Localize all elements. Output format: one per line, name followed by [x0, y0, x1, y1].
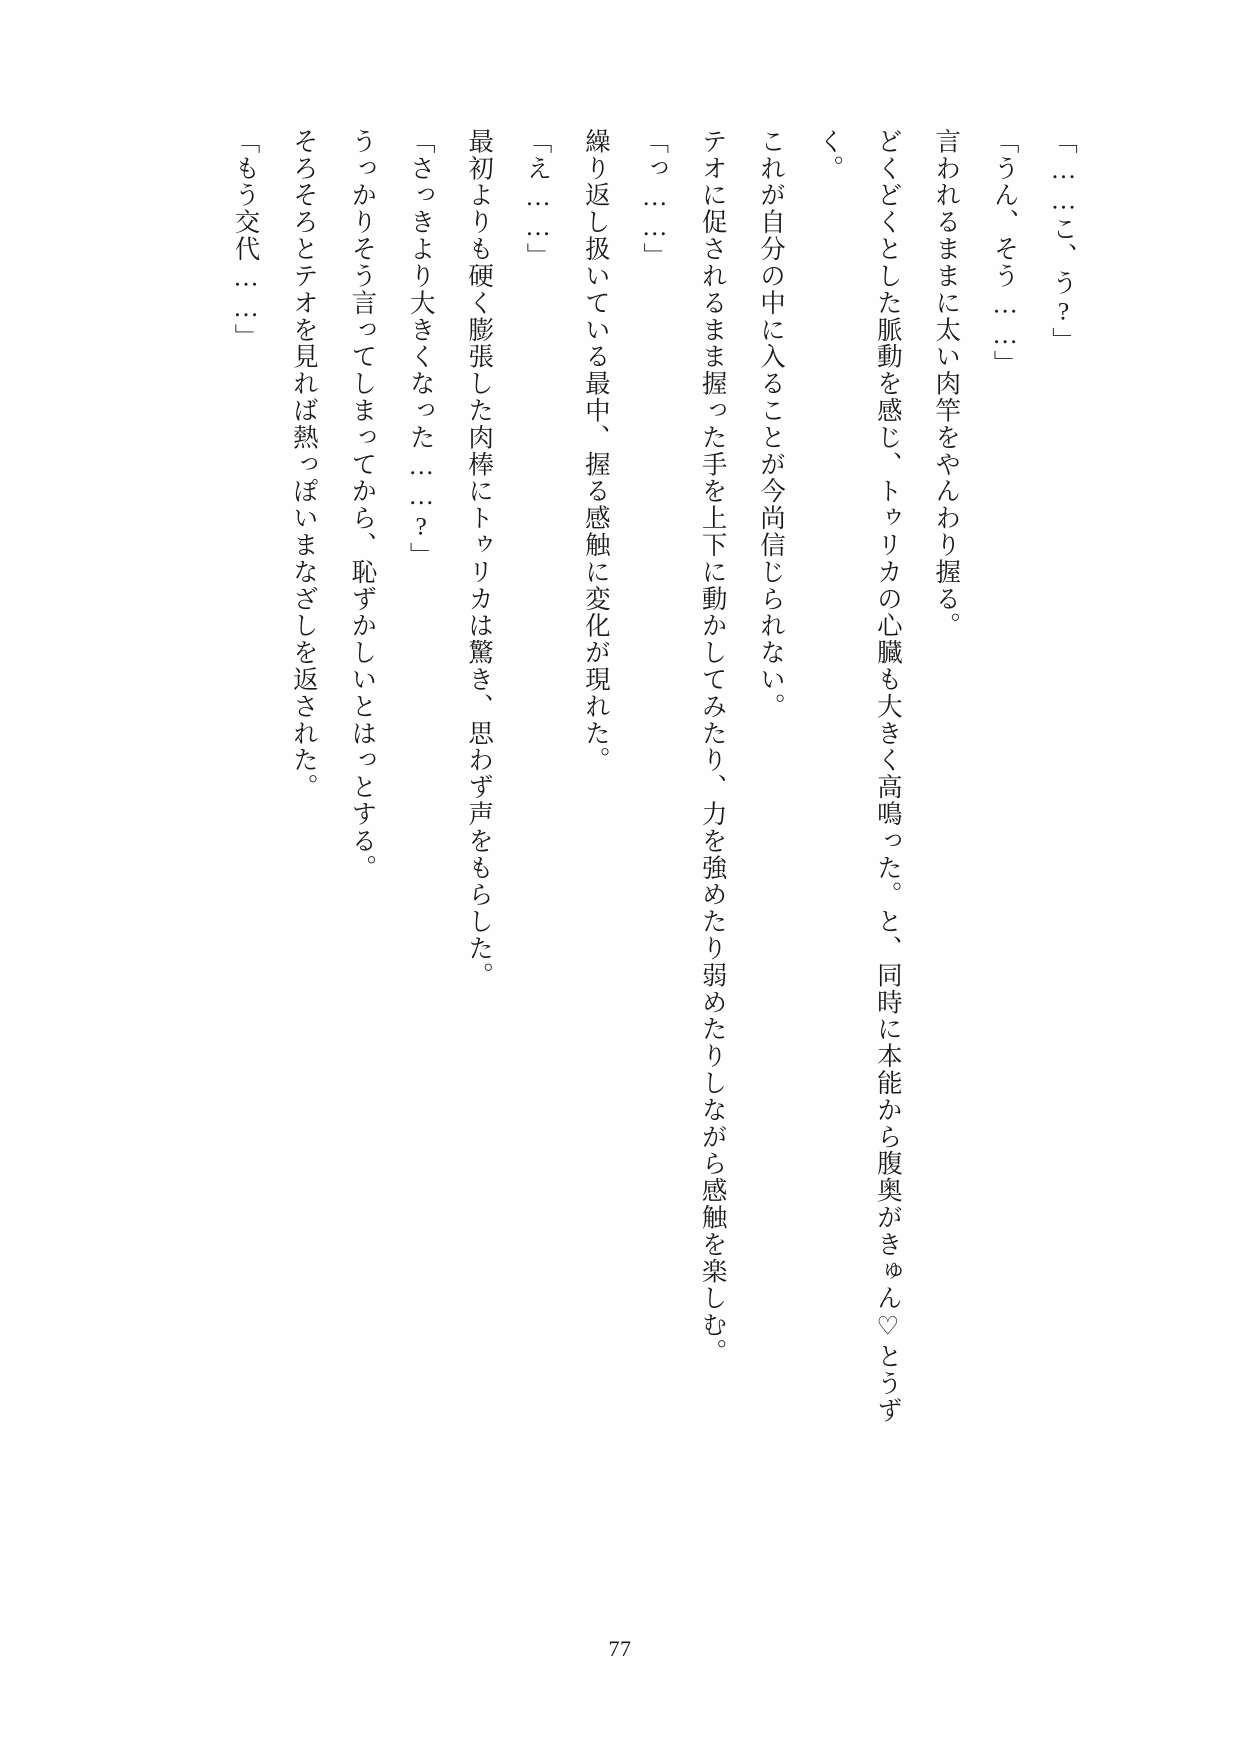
paragraph: そろそろとテオを見れば熱っぽいまなざしを返された。	[289, 128, 319, 801]
paragraph: 「え……」	[523, 128, 553, 270]
vertical-text-body	[152, 128, 1092, 1448]
page-number: 77	[608, 1636, 632, 1661]
paragraph: 繰り返し扱いている最中、握る感触に変化が現れた。	[581, 128, 611, 774]
paragraph: どくどくとした脈動を感じ、トゥリカの心臓も大きく高鳴った。と、同時に本能から腹奥がきゅん♡とうずく。	[815, 128, 903, 1424]
paragraph: これが自分の中に入ることが今尚信じられない。	[757, 128, 787, 720]
paragraph: 「うん、そう……」	[990, 128, 1020, 378]
paragraph: 「もう交代……」	[231, 128, 261, 351]
paragraph: 「さっきより大きくなった……?」	[406, 128, 436, 569]
paragraph: 言われるままに太い肉竿をやんわり握る。	[932, 128, 962, 640]
paragraph: うっかりそう言ってしまってから、恥ずかしいとはっとする。	[348, 128, 378, 882]
paragraph: テオに促されるまま握った手を上下に動かしてみたり、力を強めたり弱めたりしながら感触を楽しむ。	[698, 128, 728, 1366]
paragraph: 「……こ、う?」	[1049, 128, 1078, 354]
paragraph: 最初よりも硬く膨張した肉棒にトゥリカは驚き、思わず声をもらした。	[465, 128, 495, 989]
paragraph: 「っ……」	[640, 128, 670, 270]
